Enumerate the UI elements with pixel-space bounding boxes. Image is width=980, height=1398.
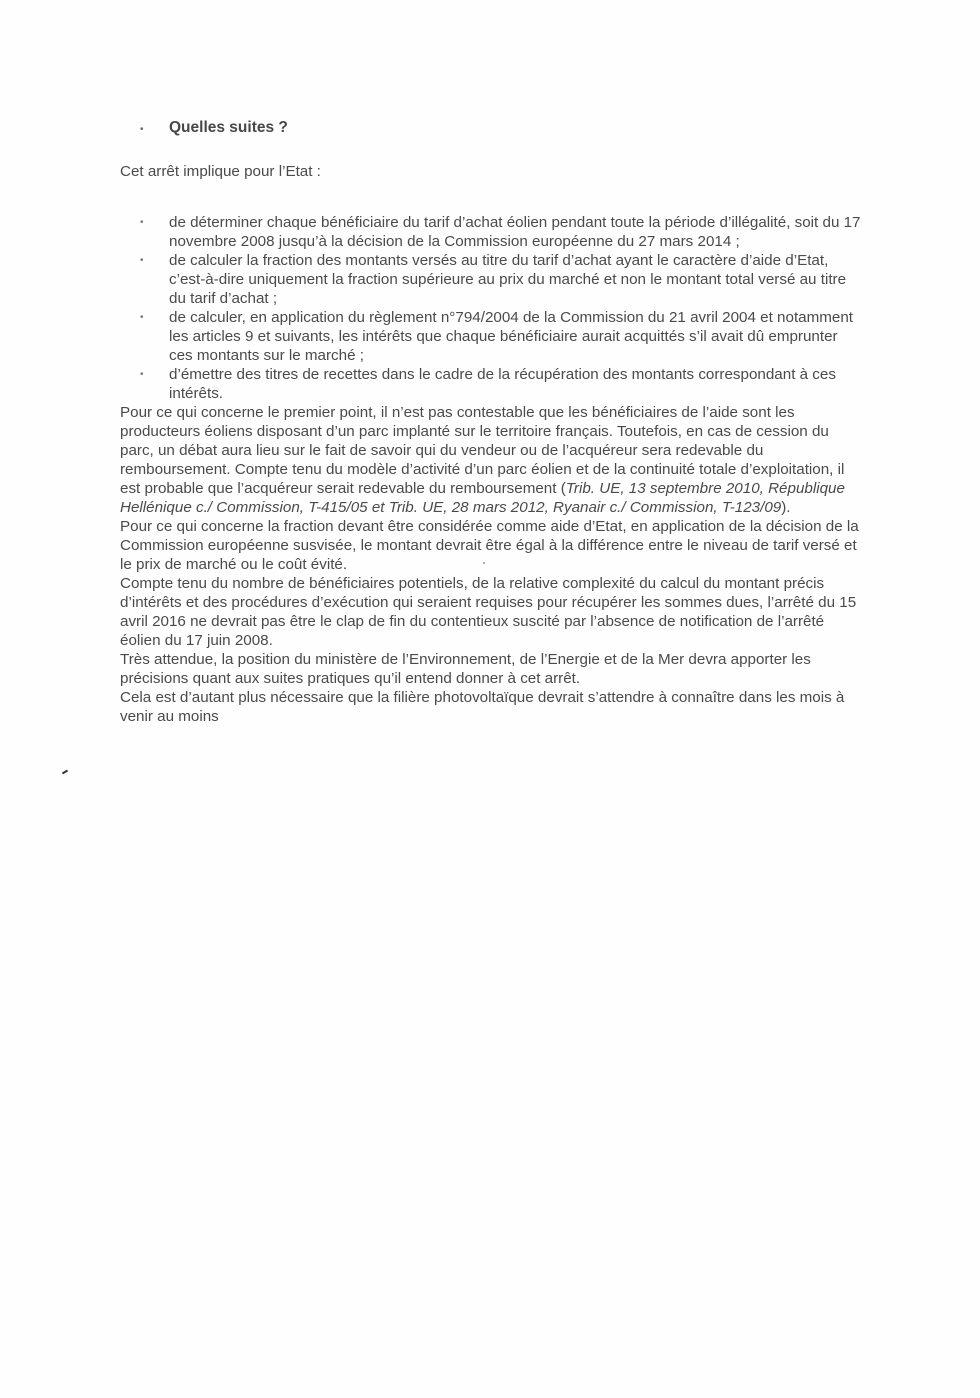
list-item-text: de calculer, en application du règlement n°794/2004 de la Commission du 21 avril 2004 et notamment les articles 9 et suivants, les intérêts que chaque bénéficiaire aurait acquittés s’il avait dû emprunter ces montants sur le marché ; — [169, 309, 854, 364]
list-item — [120, 308, 865, 365]
bullet-dot-icon: • — [140, 124, 144, 135]
list-item — [120, 365, 865, 403]
list-item — [120, 213, 865, 251]
scan-mark — [483, 562, 485, 564]
bullet-dot-icon: • — [140, 217, 144, 228]
paragraph-ministry-position: Très attendue, la position du ministère de l’Environnement, de l’Energie et de la Mer devra apporter les précisions quant aux suites pratiques qu’il entend donner à cet arrêt. — [120, 651, 811, 687]
paragraph-complexity: Compte tenu du nombre de bénéficiaires potentiels, de la relative complexité du calcul du montant précis d’intérêts et des procédures d’exécution qui seraient requises pour récupérer les sommes dues, l’arrêté du 15 avril 2016 ne devrait pas être le clap de fin du contentieux suscité par l’absence de notification de l’arrêté éolien du 17 juin 2008. — [120, 575, 857, 649]
section-heading-text: Quelles suites ? — [169, 119, 288, 136]
paragraph-text: Pour ce qui concerne le premier point, il n’est pas contestable que les bénéficiaires de l’aide sont les producteurs éoliens disposant d’un parc implanté sur le territoire français. Toutefois, en cas de cession du parc, un débat aura lieu sur le fait de savoir qui du vendeur ou de l’acquéreur sera redevable du remboursement. Compte tenu du modèle d’activité d’un parc éolien et de la continuité totale d’exploitation, il est probable que l’acquéreur serait redevable du remboursement ( — [120, 404, 845, 497]
bullet-dot-icon: • — [140, 369, 144, 380]
paragraph-state-aid-fraction: Pour ce qui concerne la fraction devant être considérée comme aide d’Etat, en application de la décision de la Commission européenne susvisée, le montant devrait être égal à la différence entre le niveau de tarif versé et le prix de marché ou le coût évité. — [120, 518, 859, 573]
bullet-dot-icon: • — [140, 312, 144, 323]
bullet-list — [120, 213, 865, 403]
list-item-text: d’émettre des titres de recettes dans le cadre de la récupération des montants correspondant à ces intérêts. — [169, 366, 836, 402]
intro-text: Cet arrêt implique pour l’Etat : — [120, 163, 321, 180]
list-item-text: de calculer la fraction des montants versés au titre du tarif d’achat ayant le caractère d’aide d’Etat, c’est-à-dire uniquement la fraction supérieure au prix du marché et non le montant total versé au titre du tarif d’achat ; — [169, 252, 847, 307]
section-heading — [140, 118, 865, 144]
paragraph-text-end: ). — [781, 499, 791, 516]
bullet-dot-icon: • — [140, 255, 144, 266]
list-item-text: de déterminer chaque bénéficiaire du tarif d’achat éolien pendant toute la période d’illégalité, soit du 17 novembre 2008 jusqu’à la décision de la Commission européenne du 27 mars 2014 ; — [169, 214, 861, 250]
paragraph-beneficiaries — [120, 403, 865, 517]
list-item — [120, 251, 865, 308]
case-law-citation: Trib. UE, 13 septembre 2010, République Hellénique c./ Commission, T-415/05 et Trib. UE, 28 mars 2012, Ryanair c./ Commission, T-123/09 — [120, 480, 845, 516]
document-body — [120, 118, 865, 726]
paragraph-photovoltaic: Cela est d’autant plus nécessaire que la filière photovoltaïque devrait s’attendre à connaître dans les mois à venir au moins — [120, 689, 845, 725]
scan-mark — [62, 770, 68, 775]
